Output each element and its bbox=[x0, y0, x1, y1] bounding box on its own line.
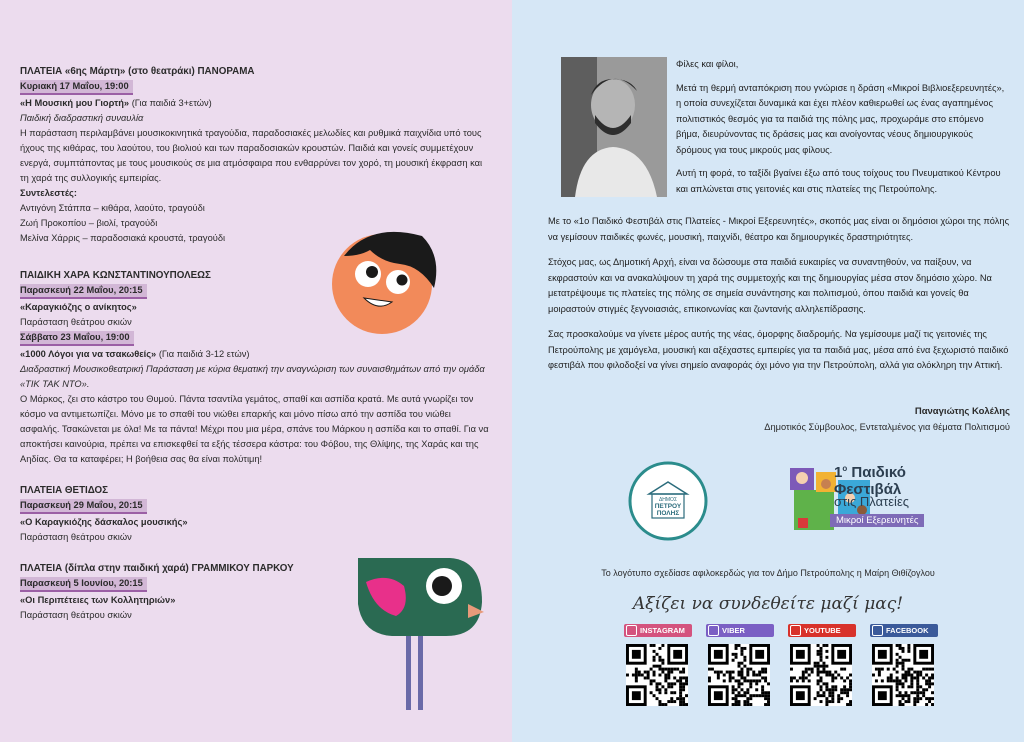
youtube-qr-code[interactable] bbox=[790, 644, 852, 706]
contributors-label: Συντελεστές: bbox=[20, 188, 77, 198]
letter-body bbox=[548, 214, 1010, 374]
svg-text:ΠΟΛΗΣ: ΠΟΛΗΣ bbox=[656, 510, 680, 517]
facebook-button[interactable]: FACEBOOK bbox=[870, 624, 938, 637]
logo-credit: Το λογότυπο σχεδίασε αφιλοκερδώς για τον Δήμο Πετρούπολης η Μαίρη Θιθίζογλου bbox=[601, 568, 935, 578]
contributor: Αντιγόνη Στάππα – κιθάρα, λαούτο, τραγούδι bbox=[20, 203, 205, 213]
event-description: Η παράσταση περιλαμβάνει μουσικοκινητικά τραγούδια, παραδοσιακές μελωδίες και ρυθμικά παιχνίδια υπό τους ήχους της κιθάρας, του λαούτου, του βιολιού και των παραδοσιακών κρουστών. Παιδιά και γονείς συμμετέχουν ενεργά, συμπτάποντας με τους μουσικούς σε μια ατμόσφαιρα που ενθαρρύνει τον χορό, τη μουσική έκφραση και τη χαρά της συλλογικής εμπειρίας. bbox=[20, 128, 483, 183]
event-type: Παιδική διαδραστική συναυλία bbox=[20, 113, 144, 123]
author-photo bbox=[561, 57, 667, 197]
facebook-icon bbox=[872, 625, 883, 636]
venue-heading: ΠΛΑΤΕΙΑ «6ης Μάρτη» (στο θεατράκι) ΠΑΝΟΡΑΜΑ bbox=[20, 66, 255, 77]
events-list bbox=[20, 64, 490, 623]
event-type: Διαδραστική Μουσικοθεατρική Παράσταση με κύρια θεματική την αναγνώριση των συναισθημάτων από την ομάδα «ΤΙΚ ΤΑΚ ΝΤΟ». bbox=[20, 364, 485, 389]
event-type: Παράσταση θεάτρου σκιών bbox=[20, 610, 132, 620]
viber-icon bbox=[708, 625, 719, 636]
viber-qr-code[interactable] bbox=[708, 644, 770, 706]
event-date: Σάββατο 23 Μαΐου, 19:00 bbox=[20, 331, 134, 346]
smiling-face-illustration bbox=[330, 226, 442, 334]
signature-role: Δημοτικός Σύμβουλος, Εντεταλμένος για θέματα Πολιτισμού bbox=[764, 422, 1010, 432]
venue-heading: ΠΑΙΔΙΚΗ ΧΑΡΑ ΚΩΝΣΤΑΝΤΙΝΟΥΠΟΛΕΩΣ bbox=[20, 270, 211, 281]
svg-text:ΔΗΜΟΣ: ΔΗΜΟΣ bbox=[658, 497, 678, 503]
festival-badge: Μικροί Εξερευνητές bbox=[830, 514, 924, 527]
event-type: Παράσταση θεάτρου σκιών bbox=[20, 532, 132, 542]
event-title: «1000 Λόγοι για να τσακωθείς» (Για παιδιά 3-12 ετών) bbox=[20, 349, 250, 359]
contributor: Ζωή Προκοπίου – βιολί, τραγούδι bbox=[20, 218, 158, 228]
event-date: Παρασκευή 22 Μαΐου, 20:15 bbox=[20, 284, 147, 299]
event-title: «Ο Καραγκιόζης δάσκαλος μουσικής» bbox=[20, 517, 188, 527]
contributor: Μελίνα Χάρρις – παραδοσιακά κρουστά, τραγούδι bbox=[20, 233, 226, 243]
signature-name: Παναγιώτης Κολέλης bbox=[914, 406, 1010, 417]
event-description: Ο Μάρκος, ζει στο κάστρο του Θυμού. Πάντα τσαντίλα γεμάτος, σπαθί και ασπίδα κρατά. Με αυτά γνωρίζει τον κόσμο να αντιμετωπίζει. Μόνο με το σπαθί του νιώθει επαρκής και μόνο πίσω από την ασπίδα του νιώθει ασφαλής. Τσακώνεται με όλα! Με τα πάντα! Μέχρι που μια μέρα, σπάνε του Μάρκου η ασπίδα και το σπαθί. Για να αποκτήσει καινούρια, πρέπει να επισκεφθεί τα εξής τέσσερα κάστρα: του Φόβου, της Θλίψης, της Χαράς και της Αηδίας. Θα τα καταφέρει; Η βοήθεια σας θα είναι πολύτιμη! bbox=[20, 394, 489, 464]
event-date: Παρασκευή 29 Μαΐου, 20:15 bbox=[20, 499, 147, 514]
instagram-button[interactable]: INSTAGRAM bbox=[624, 624, 692, 637]
letter-paragraph: Μετά τη θερμή ανταπόκριση που γνώρισε η δράση «Μικροί Βιβλιοεξερευνητές», η οποία συνεχίζεται δυναμικά και έχει πλέον καθιερωθεί ως ένας αγαπημένος πολιτιστικός θεσμός για τα παιδιά της πόλης μας, προχωράμε στο επόμενο βήμα, διευρύνοντας τις δράσεις μας και ανοίγοντας νέους δημιουργικούς δρόμους για τους μικρούς μας φίλους. bbox=[676, 82, 1005, 155]
event-title: «Η Μουσική μου Γιορτή» (Για παιδιά 3+ετών) bbox=[20, 98, 212, 108]
facebook-qr-code[interactable] bbox=[872, 644, 934, 706]
municipality-logo bbox=[623, 460, 713, 542]
venue-heading: ΠΛΑΤΕΙΑ ΘΕΤΙΔΟΣ bbox=[20, 485, 109, 496]
letter-paragraph: Αυτή τη φορά, το ταξίδι βγαίνει έξω από τους τοίχους του Πνευματικού Κέντρου και απλώνεται στις γειτονιές και στις πλατείες της Πετρούπολης. bbox=[676, 168, 1001, 194]
viber-button[interactable]: VIBER bbox=[706, 624, 774, 637]
event-date: Παρασκευή 5 Ιουνίου, 20:15 bbox=[20, 577, 147, 592]
svg-text:ΠΕΤΡΟΥ: ΠΕΤΡΟΥ bbox=[654, 503, 682, 510]
instagram-icon bbox=[626, 625, 637, 636]
instagram-qr-code[interactable] bbox=[626, 644, 688, 706]
festival-subtitle: στις Πλατείες bbox=[834, 494, 910, 509]
event-title: «Οι Περιπέτειες των Κολλητηριών» bbox=[20, 595, 176, 605]
festival-title: $1^o$ Παιδικό Φεστιβάλ bbox=[834, 464, 906, 498]
letter-paragraph: Με το «1ο Παιδικό Φεστιβάλ στις Πλατείες - Μικροί Εξερευνητές», σκοπός μας είναι οι δημόσιοι χώροι της πόλης να γεμίσουν παιδικές φωνές, μουσική, παιχνίδι, θέατρο και δημιουργικές δραστηριότητες. bbox=[548, 216, 1010, 242]
letter-paragraph: Στόχος μας, ως Δημοτική Αρχή, είναι να δώσουμε στα παιδιά ευκαιρίες να συναντηθούν, να παίξουν, να εκφραστούν και να ανακαλύψουν τη χαρά της συμμετοχής και της δημιουργίας μέσα στον δημόσιο χώρο. Να μετατρέψουμε τις πλατείες της πόλης σε σημεία συνάντησης και πολιτισμού, όπου παιδιά και γονείς θα μοιραστούν στιγμές ξεγνοιασιάς, επικοινωνίας και ζωντανής αλληλεπίδρασης. bbox=[548, 257, 992, 314]
event-date: Κυριακή 17 Μαΐου, 19:00 bbox=[20, 80, 133, 95]
greeting: Φίλες και φίλοι, bbox=[676, 59, 739, 69]
venue-heading: ΠΛΑΤΕΙΑ (δίπλα στην παιδική χαρά) ΓΡΑΜΜΙΚΟΥ ΠΑΡΚΟΥ bbox=[20, 563, 294, 574]
youtube-icon bbox=[790, 625, 801, 636]
event-title: «Καραγκιόζης ο ανίκητος» bbox=[20, 302, 137, 312]
event-type: Παράσταση θεάτρου σκιών bbox=[20, 317, 132, 327]
connect-heading: Αξίζει να συνδεθείτε μαζί μας! bbox=[632, 594, 904, 614]
letter-intro bbox=[676, 57, 1006, 197]
youtube-button[interactable]: YOUTUBE bbox=[788, 624, 856, 637]
letter-paragraph: Σας προσκαλούμε να γίνετε μέρος αυτής της νέας, όμορφης διαδρομής. Να γεμίσουμε μαζί τις γειτονιές της Πετρούπολης με χαμόγελα, μουσική και αξέχαστες εμπειρίες για τα παιδιά μας, μέσα από ένα ξεχωριστό παιδικό φεστιβάλ που φιλοδοξεί να γίνει σημείο αναφοράς όχι μόνο για την Πετρούπολη, αλλά για ολόκληρη την Αττική. bbox=[548, 329, 1009, 370]
bird-illustration bbox=[352, 554, 488, 714]
